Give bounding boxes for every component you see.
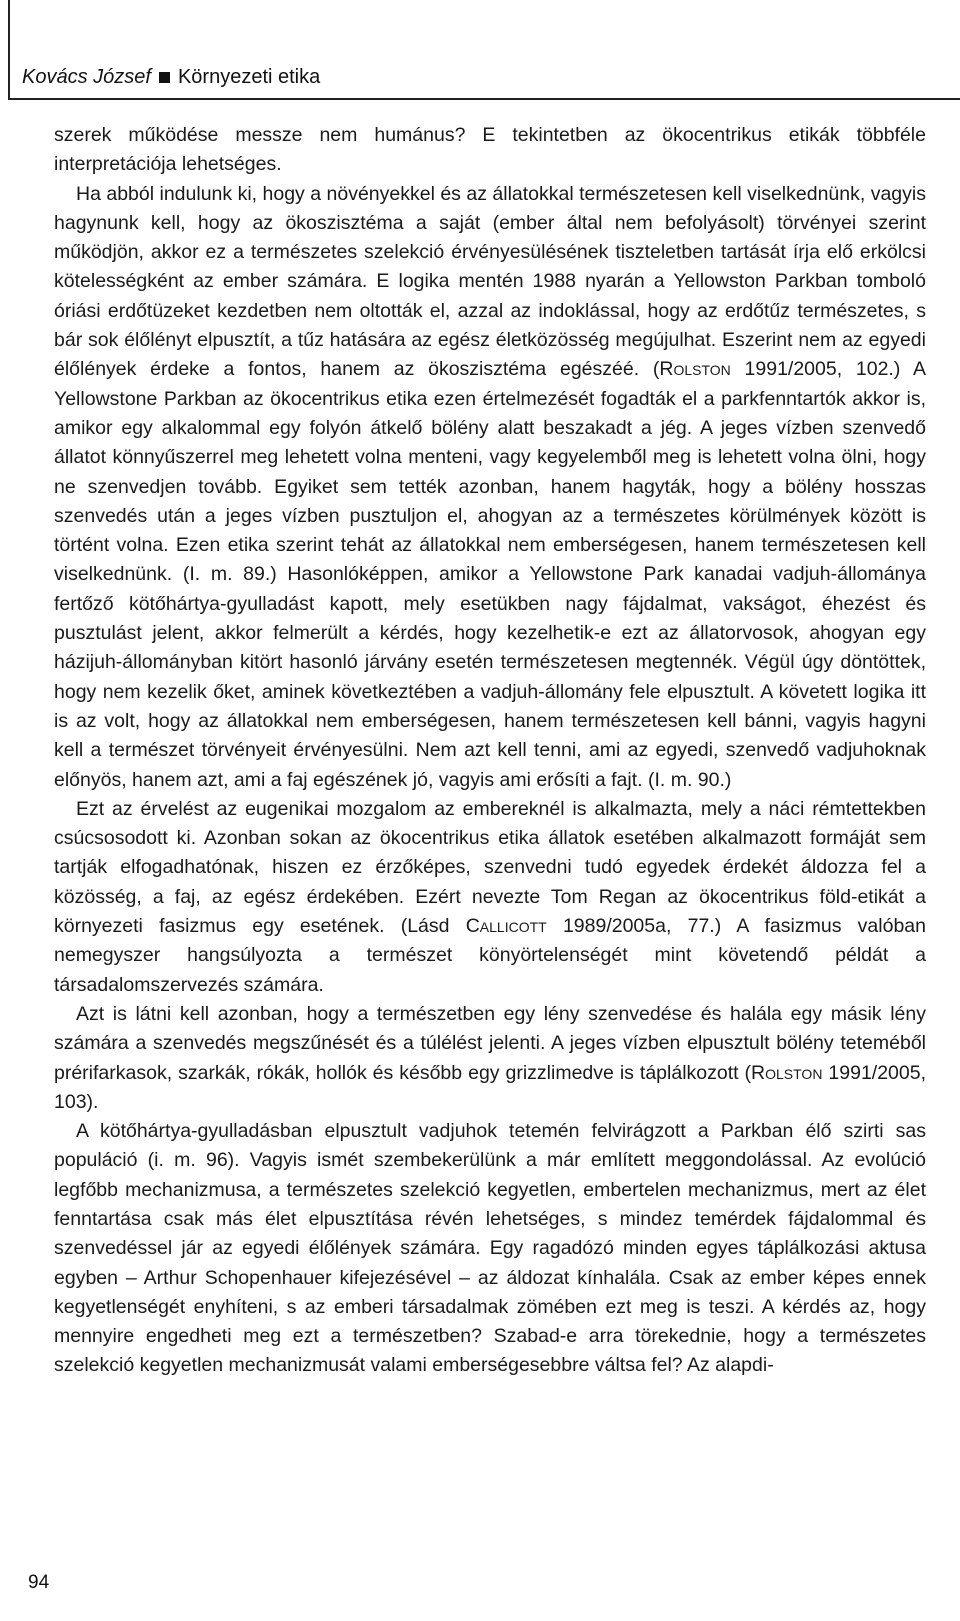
left-margin-rule <box>8 0 10 100</box>
paragraph-text: Azt is látni kell azonban, hogy a természetben egy lény szenvedése és halála egy másik lény számára a szenvedés megszűnését és a túlélést jelenti. A jeges vízben elpusztult bölény teteméből prérifarkasok, szarkák, rókák, hollók és később egy grizzlimedve is táplálkozott ( <box>54 1002 926 1084</box>
paragraph-selection <box>54 1117 926 1381</box>
citation-author: Callicott <box>465 915 547 938</box>
paragraph-eugenics <box>54 795 926 1000</box>
citation-author: Rolston <box>659 358 731 381</box>
paragraph-text: 1991/2005, 102.) A Yellowstone Parkban az ökocentrikus etika ezen értelmezését fogadták el a parkfenntartók akkor is, amikor egy alkalommal egy folyón átkelő bölény alatt beszakadt a jég. A jeges vízben szenvedő állatot könnyűszerrel meg lehetett volna menteni, vagy kegyelemből meg is lehetett volna ölni, hogy ne szenvedjen tovább. Egyiket sem tették azonban, hanem hagyták, hogy a bölény hosszas szenvedés után a jeges vízben pusztuljon el, ahogyan az a természetes körülmények között is történt volna. Ezen etika szerint tehát az állatokkal nem emberségesen, hanem természetesen kell viselkednünk. (I. m. 89.) Hasonlóképpen, amikor a Yellowstone Park kanadai vadjuh-állománya fertőző kötőhártya-gyulladást kapott, mely esetükben nagy fájdalmat, vakságot, éhezést és pusztulást jelent, akkor felmerült a kérdés, hogy kezelhetik-e ezt az állatorvosok, ahogyan egy házijuh-állományban kitört hasonló járvány esetén természetesen megtennék. Végül úgy döntöttek, hogy nem kezelik őket, aminek következtében a vadjuh-állomány fele elpusztult. A követett logika itt is az volt, hogy az állatokkal nem emberségesen, hanem természetesen kell bánni, vagyis hagyni kell a természet törvényeit érvényesülni. Nem azt kell tenni, ami az egyedi, szenvedő vadjuhoknak előnyös, hanem azt, ami a faj egészének jó, vagyis ami erősíti a fajt. (I. m. 90.) <box>54 358 926 791</box>
paragraph-text: Ha abból indulunk ki, hogy a növényekkel és az állatokkal természetesen kell viselkednünk, vagyis hagynunk kell, hogy az ökoszisztéma a saját (ember által nem befolyásolt) törvényei szerint működjön, akkor ez a természetes szelekció érvényesülésének tiszteletben tartását írja elő erkölcsi kötelességként az ember számára. E logika mentén 1988 nyarán a Yellowston Parkban tomboló óriási erdőtüzeket kezdetben nem oltották el, azzal az indoklással, hogy az erdőtűz természetes, s bár sok élőlényt elpusztít, a tűz hatására az egész életközösség megújulhat. Eszerint nem az egyedi élőlények érdeke a fontos, hanem az ökoszisztéma egészéé. ( <box>54 182 926 381</box>
body-text <box>54 121 926 1381</box>
paragraph-text: szerek működése messze nem humánus? E tekintetben az ökocentrikus etikák többféle interpretációja lehetséges. <box>54 124 926 176</box>
square-bullet-icon <box>159 72 170 83</box>
paragraph-continued <box>54 121 926 180</box>
paragraph-text: A kötőhártya-gyulladásban elpusztult vadjuhok tetemén felvirágzott a Parkban élő szirti sas populáció (i. m. 96). Vagyis ismét szembekerülünk a már említett meggondolással. Az evolúció legfőbb mechanizmusa, a természetes szelekció kegyetlen, embertelen mechanizmus, mert az élet fenntartása csak más élet elpusztítása révén lehetséges, s mindez temérdek fájdalommal és szenvedéssel jár az egyedi élőlények számára. Egy ragadózó minden egyes táplálkozási aktusa egyben – Arthur Schopenhauer kifejezésével – az áldozat kínhalála. Csak az ember képes ennek kegyetlenségét enyhíteni, s az emberi társadalmak zömében ezt meg is teszi. A kérdés az, hogy mennyire engedheti meg ezt a természetben? Szabad-e arra törekednie, hogy a természetes szelekció kegyetlen mechanizmusát valami emberségesebbre váltsa fel? Az alapdi- <box>54 1120 926 1377</box>
paragraph-text: 1989/2005a, 77.) A fasizmus valóban nemegyszer hangsúlyozta a természet könyörtelenségét mint követendő példát a társadalomszervezés számára. <box>54 915 926 996</box>
paragraph-suffering <box>54 1000 926 1117</box>
paragraph-text: Ezt az érvelést az eugenikai mozgalom az embereknél is alkalmazta, mely a náci rémtettekben csúcsosodott ki. Azonban sokan az ökocentrikus etika állatok esetében alkalmazott formáját sem tartják elfogadhatónak, hiszen ez érzőképes, szenvedni tudó egyedek érdekét áldozza fel a közösség, a faj, az egész érdekében. Ezért nevezte Tom Regan az ökocentrikus föld-etikát a környezeti fasizmus egy esetének. (Lásd <box>54 797 926 938</box>
running-head <box>22 66 320 89</box>
page-number: 94 <box>28 1572 50 1593</box>
running-head-title: Környezeti etika <box>177 66 321 88</box>
running-head-author: Kovács József <box>22 66 151 88</box>
header-rule <box>8 98 960 100</box>
paragraph-yellowstone <box>54 180 926 795</box>
paragraph-text: 1991/2005, 103). <box>54 1061 927 1113</box>
citation-author: Rolston <box>751 1061 823 1084</box>
